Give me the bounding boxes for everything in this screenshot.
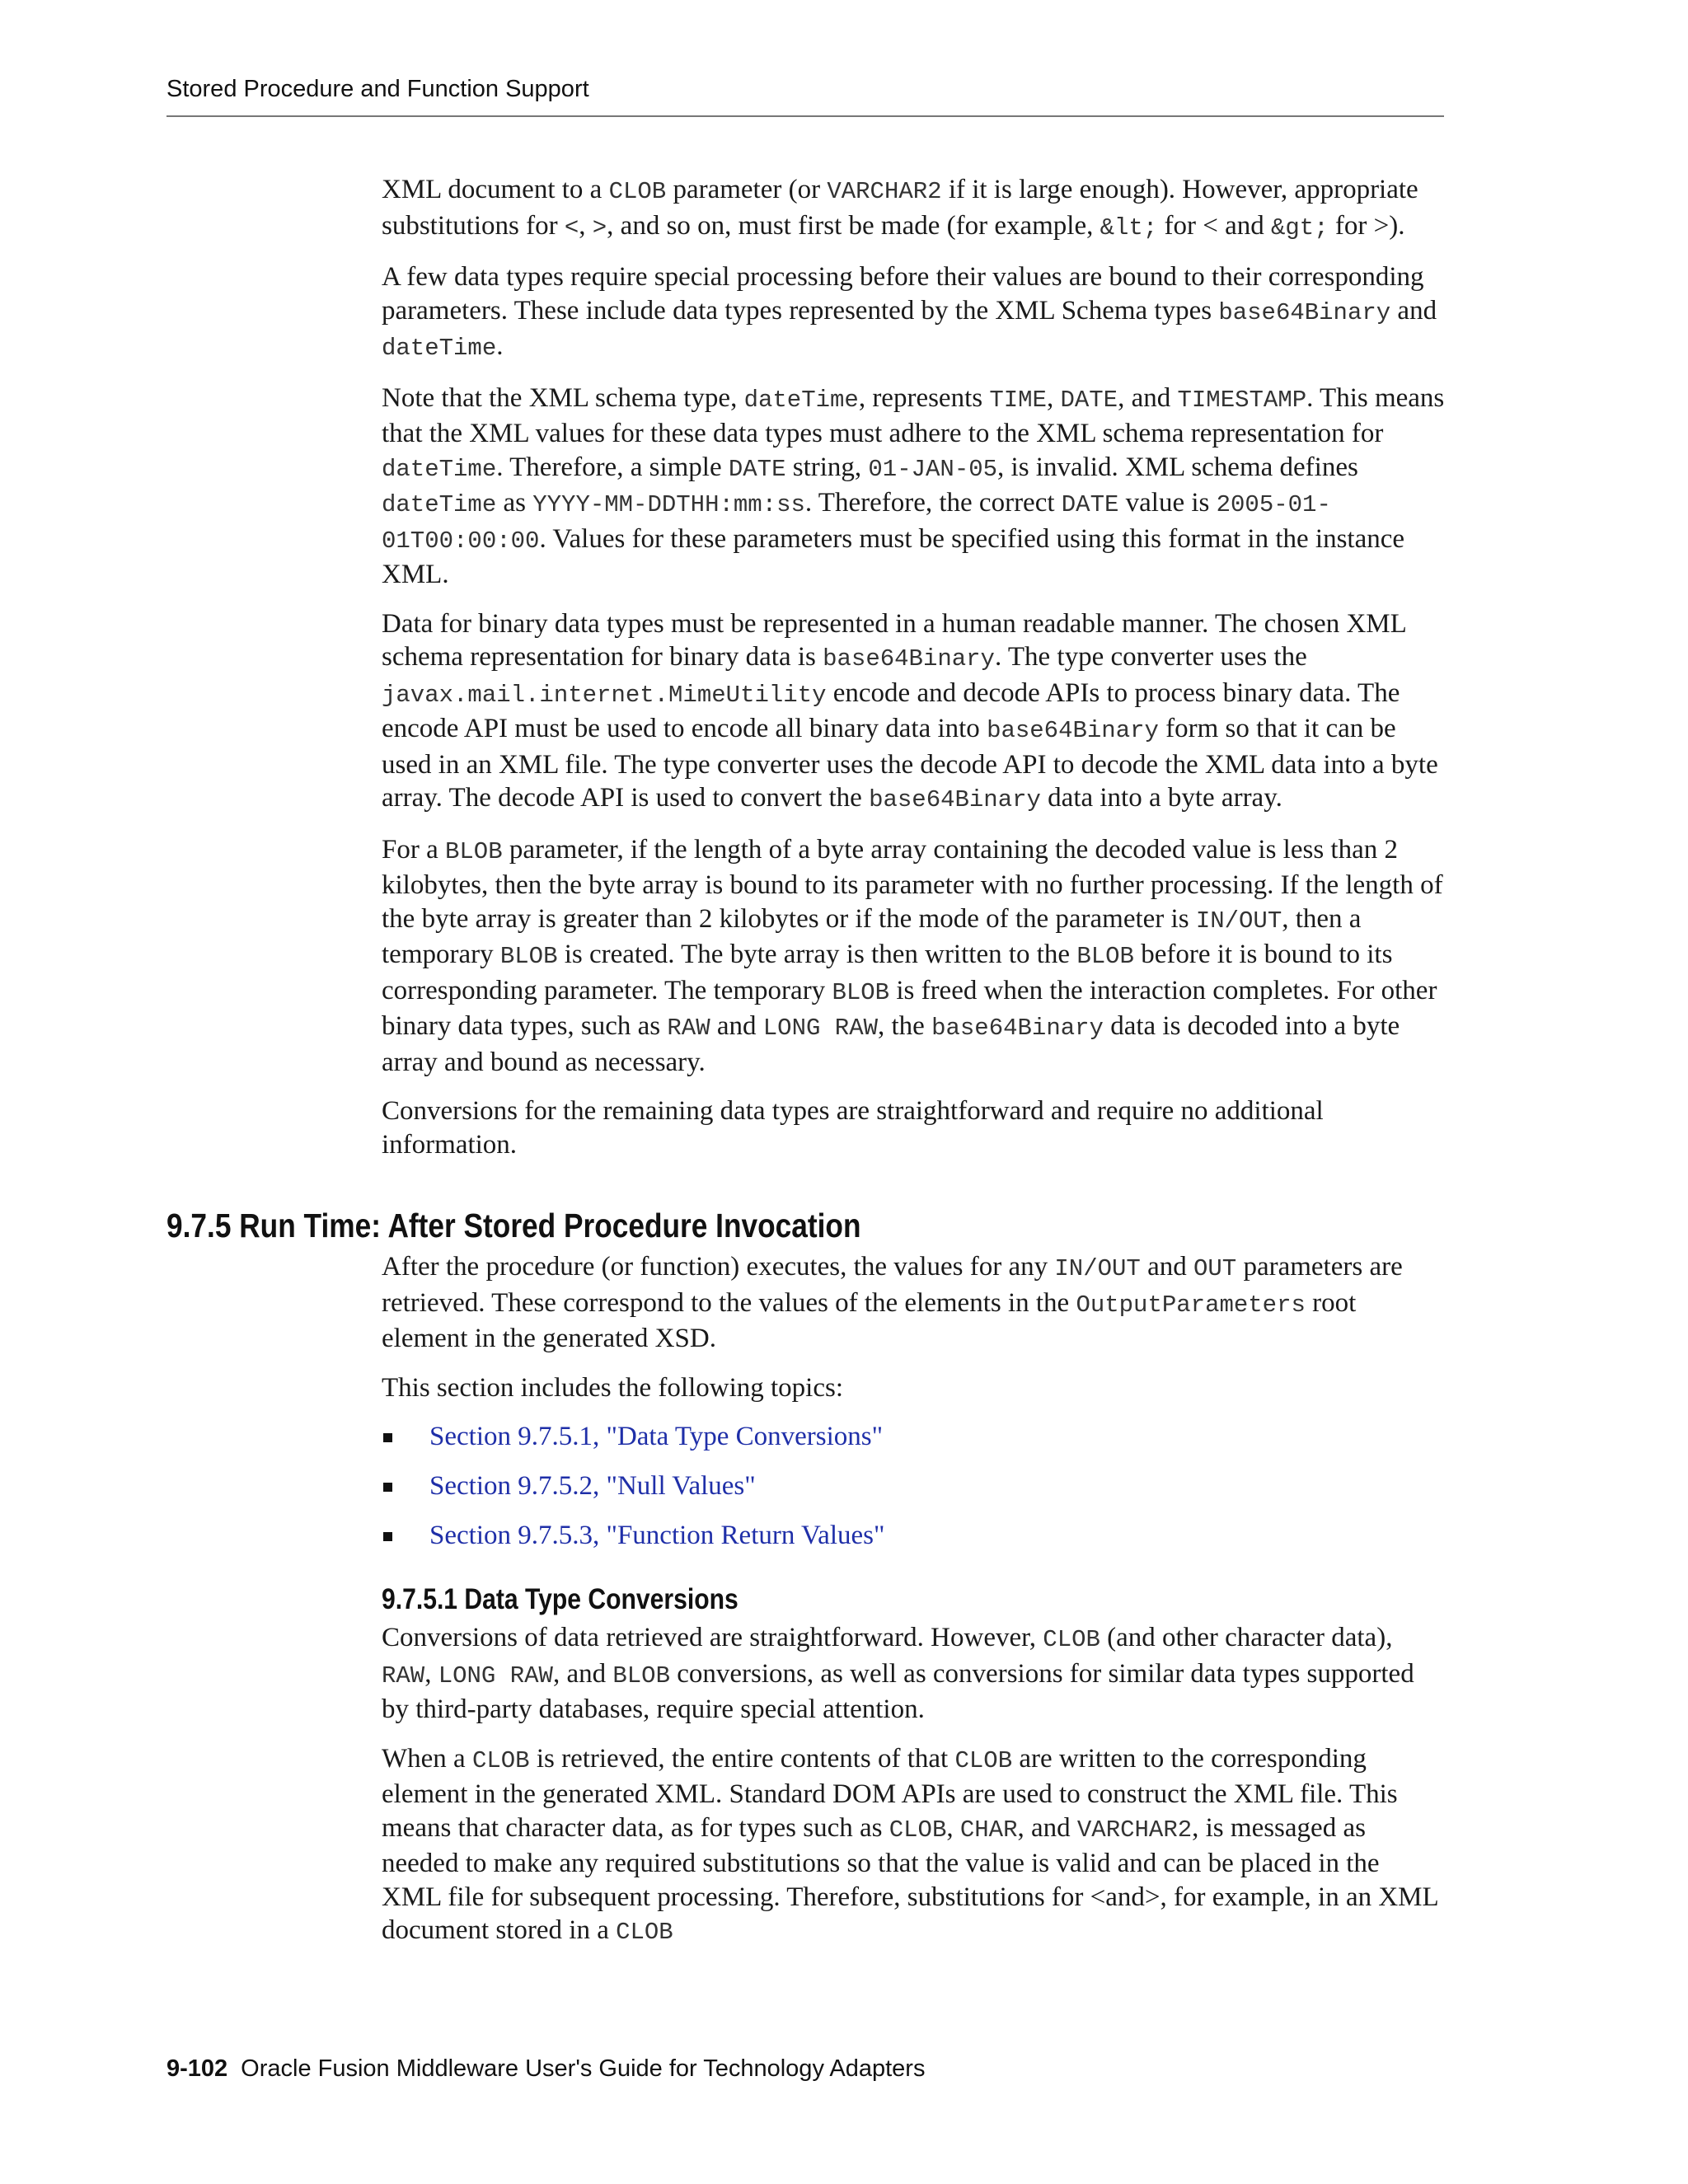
inline-code: base64Binary (823, 645, 995, 673)
inline-code: IN/OUT (1054, 1255, 1141, 1282)
inline-code: CLOB (954, 1746, 1013, 1774)
inline-code: YYYY-MM-DDTHH:mm:ss (532, 491, 805, 518)
inline-code: base64Binary (869, 786, 1041, 813)
inline-code: CLOB (608, 178, 667, 205)
inline-code: BLOB (445, 837, 503, 865)
inline-code: dateTime (382, 455, 497, 483)
inline-code: RAW (382, 1661, 425, 1690)
inline-code: VARCHAR2 (827, 178, 942, 205)
inline-code: BLOB (499, 943, 558, 970)
page-number: 9-102 (166, 2055, 228, 2082)
inline-code: VARCHAR2 (1076, 1816, 1193, 1844)
inline-code: < (564, 213, 579, 241)
inline-code: BLOB (832, 978, 890, 1006)
inline-code: LONG RAW (438, 1661, 553, 1690)
inline-code: CLOB (471, 1746, 530, 1774)
inline-code: CHAR (959, 1816, 1018, 1844)
inline-code: OUT (1193, 1255, 1237, 1282)
inline-code: base64Binary (1218, 298, 1391, 326)
inline-code: DATE (1060, 386, 1118, 414)
inline-code: DATE (728, 455, 786, 483)
paragraph: XML document to a CLOB parameter (or VARCHAR2 if it is large enough). However, appropriate substitutions for <, >, and so on, must first be made (for example, &lt; for < and &gt; for >). (382, 175, 1418, 241)
header-rule (166, 115, 1444, 117)
inline-code: TIME (989, 386, 1047, 414)
link-function-return-values[interactable]: Section 9.7.5.3, "Function Return Values" (429, 1521, 885, 1550)
paragraph: A few data types require special processing before their values are bound to their corresponding parameters. These include data types represented by the XML Schema types base64Binary and dateTime. (382, 262, 1437, 362)
inline-code: RAW (667, 1015, 710, 1042)
inline-code: javax.mail.internet.MimeUtility (382, 681, 827, 709)
paragraph: After the procedure (or function) executes, the values for any IN/OUT and OUT parameters are retrieved. These correspond to the values of the elements in the OutputParameters root element in the generated XSD. (382, 1252, 1403, 1353)
paragraph: Conversions of data retrieved are straightforward. However, CLOB (and other character data), RAW, LONG RAW, and BLOB conversions, as well as conversions for similar data types supported by third-party databases, require special attention. (382, 1623, 1414, 1724)
paragraph: When a CLOB is retrieved, the entire contents of that CLOB are written to the corresponding element in the generated XML. Standard DOM APIs are used to construct the XML file. This means that character data, as for types such as CLOB, CHAR, and VARCHAR2, is messaged as needed to make any required substitutions so that the value is valid and can be placed in the XML file for subsequent processing. Therefore, substitutions for <and>, for example, in an XML document stored in a CLOB (382, 1743, 1438, 1946)
inline-code: BLOB (1076, 943, 1134, 970)
inline-code: 01-JAN-05 (868, 455, 998, 483)
section-heading: 9.7.5 Run Time: After Stored Procedure Invocation (166, 1207, 861, 1244)
subsection-heading: 9.7.5.1 Data Type Conversions (382, 1583, 738, 1615)
bullet-icon (383, 1532, 392, 1541)
list-item (382, 1469, 1445, 1502)
inline-code: LONG RAW (762, 1015, 879, 1042)
running-footer (166, 2055, 925, 2083)
paragraph: Conversions for the remaining data types are straightforward and require no additional information. (382, 1096, 1324, 1160)
inline-code: CLOB (1043, 1626, 1100, 1653)
inline-code: TIMESTAMP (1177, 386, 1307, 414)
inline-code: IN/OUT (1195, 907, 1282, 935)
inline-code: > (592, 213, 607, 241)
book-title: Oracle Fusion Middleware User's Guide for Technology Adapters (241, 2055, 926, 2082)
list-item (382, 1519, 1445, 1552)
running-header: Stored Procedure and Function Support (166, 76, 589, 102)
link-data-type-conversions[interactable]: Section 9.7.5.1, "Data Type Conversions" (429, 1422, 884, 1451)
paragraph: Data for binary data types must be represented in a human readable manner. The chosen XML schema representation for binary data is base64Binary. The type converter uses the javax.mail.internet.MimeUtility encode and decode APIs to process binary data. The encode API must be used to encode all binary data into base64Binary form so that it can be used in an XML file. The type converter uses the decode API to decode the XML data into a byte array. The decode API is used to convert the base64Binary data into a byte array. (382, 608, 1438, 813)
topic-list (382, 1420, 1445, 1552)
inline-code: &gt; (1270, 213, 1329, 241)
bullet-icon (383, 1483, 392, 1492)
inline-code: dateTime (382, 491, 497, 518)
paragraph: This section includes the following topics: (382, 1372, 844, 1403)
inline-code: DATE (1061, 491, 1119, 518)
inline-code: BLOB (612, 1661, 670, 1690)
inline-code: OutputParameters (1076, 1291, 1306, 1319)
inline-code: &lt; (1100, 213, 1158, 241)
link-null-values[interactable]: Section 9.7.5.2, "Null Values" (429, 1471, 756, 1501)
inline-code: base64Binary (931, 1015, 1104, 1042)
paragraph: Note that the XML schema type, dateTime, represents TIME, DATE, and TIMESTAMP. This means that the XML values for these data types must adhere to the XML schema representation for dateTime. Therefore, a simple DATE string, 01-JAN-05, is invalid. XML schema defines dateTime as YYYY-MM-DDTHH:mm:ss. Therefore, the correct DATE value is 2005-01-01T00:00:00. Values for these parameters must be specified using this format in the instance XML. (382, 382, 1445, 589)
inline-code: 2005-01-01T00:00:00 (382, 491, 1331, 555)
page-content (166, 173, 1445, 1966)
inline-code: dateTime (743, 386, 859, 414)
paragraph: For a BLOB parameter, if the length of a byte array containing the decoded value is less than 2 kilobytes, then the byte array is bound to its parameter with no further processing. If the length of the byte array is greater than 2 kilobytes or if the mode of the parameter is IN/OUT, then a temporary BLOB is created. The byte array is then written to the BLOB before it is bound to its corresponding parameter. The temporary BLOB is freed when the interaction completes. For other binary data types, such as RAW and LONG RAW, the base64Binary data is decoded into a byte array and bound as necessary. (382, 834, 1443, 1077)
inline-code: CLOB (616, 1919, 673, 1946)
inline-code: dateTime (382, 335, 497, 362)
list-item (382, 1420, 1445, 1453)
bullet-icon (383, 1433, 392, 1442)
inline-code: base64Binary (987, 717, 1159, 744)
inline-code: CLOB (889, 1816, 947, 1844)
